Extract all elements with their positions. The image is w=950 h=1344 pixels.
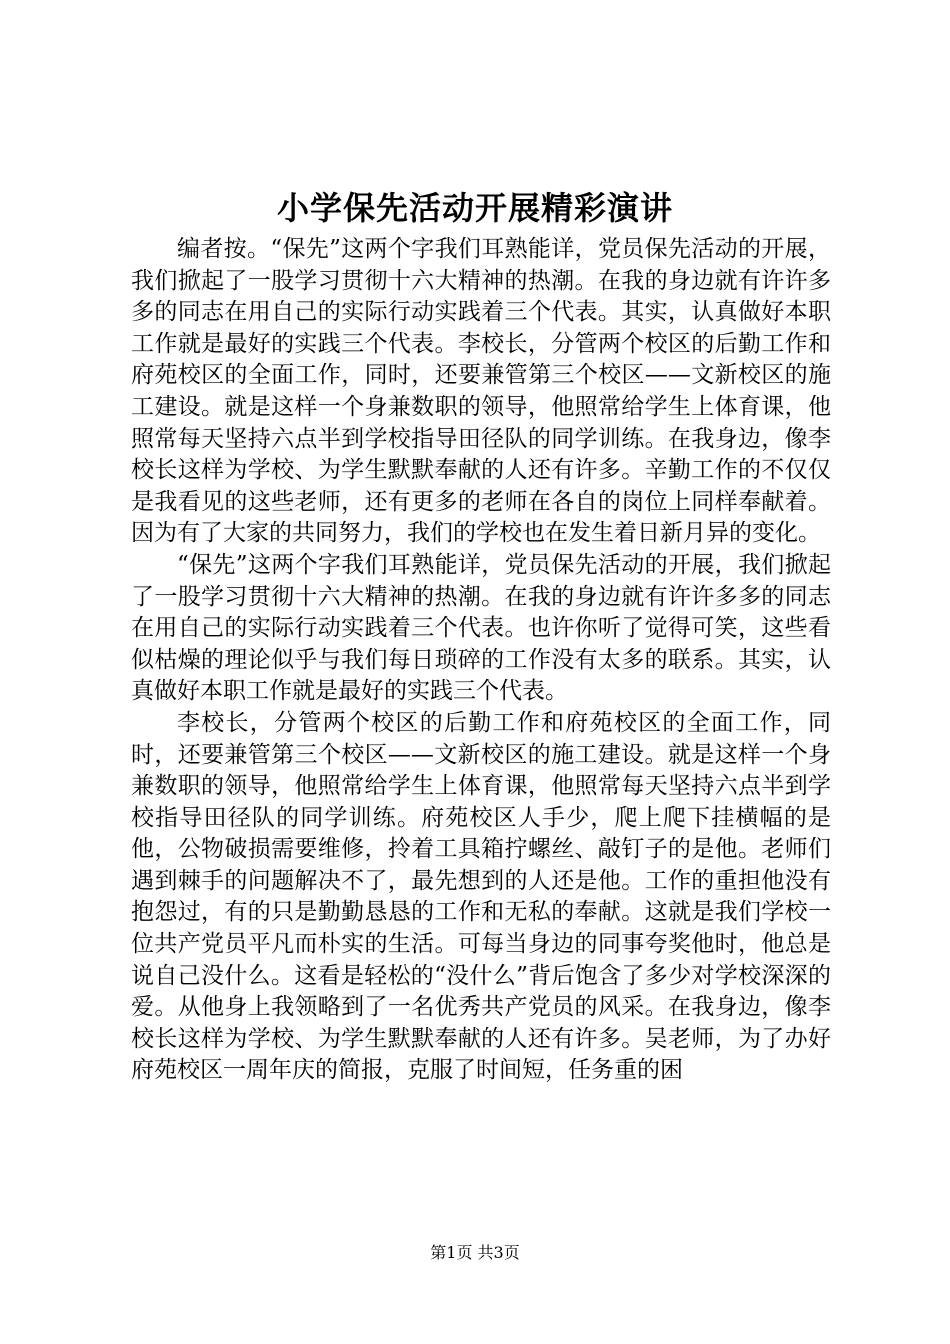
paragraph-1: 编者按。“保先”这两个字我们耳熟能详，党员保先活动的开展，我们掀起了一股学习贯彻十六大精神的热潮。在我的身边就有许许多多的同志在用自己的实际行动实践着三个代表。其实，认真做好本职工作就是最好的实践三个代表。李校长，分管两个校区的后勤工作和府苑校区的全面工作，同时，还要兼管第三个校区——文新校区的施工建设。就是这样一个身兼数职的领导，他照常给学生上体育课，他照常每天坚持六点半到学校指导田径队的同学训练。在我身边，像李校长这样为学校、为学生默默奉献的人还有许多。辛勤工作的不仅仅是我看见的这些老师，还有更多的老师在各自的岗位上同样奉献着。因为有了大家的共同努力，我们的学校也在发生着日新月异的变化。 bbox=[131, 236, 831, 547]
page-footer: 第1页 共3页 bbox=[430, 1243, 520, 1262]
document-body bbox=[131, 234, 831, 1087]
paragraph-3: 李校长，分管两个校区的后勤工作和府苑校区的全面工作，同时，还要兼管第三个校区——文新校区的施工建设。就是这样一个身兼数职的领导，他照常给学生上体育课，他照常每天坚持六点半到学校指导田径队的同学训练。府苑校区人手少，爬上爬下挂横幅的是他，公物破损需要维修，拎着工具箱拧螺丝、敲钉子的是他。老师们遇到棘手的问题解决不了，最先想到的人还是他。工作的重担他没有抱怨过，有的只是勤勤恳恳的工作和无私的奉献。这就是我们学校一位共产党员平凡而朴实的生活。可每当身边的同事夸奖他时，他总是说自己没什么。这看是轻松的“没什么”背后饱含了多少对学校深深的爱。从他身上我领略到了一名优秀共产党员的风采。在我身边，像李校长这样为学校、为学生默默奉献的人还有许多。吴老师，为了办好府苑校区一周年庆的简报，克服了时间短，任务重的困 bbox=[131, 709, 831, 1084]
document-title: 小学保先活动开展精彩演讲 bbox=[276, 189, 673, 227]
paragraph-2: “保先”这两个字我们耳熟能详，党员保先活动的开展，我们掀起了一股学习贯彻十六大精神的热潮。在我的身边就有许许多多的同志在用自己的实际行动实践着三个代表。也许你听了觉得可笑，这些看似枯燥的理论似乎与我们每日琐碎的工作没有太多的联系。其实，认真做好本职工作就是最好的实践三个代表。 bbox=[131, 551, 831, 705]
